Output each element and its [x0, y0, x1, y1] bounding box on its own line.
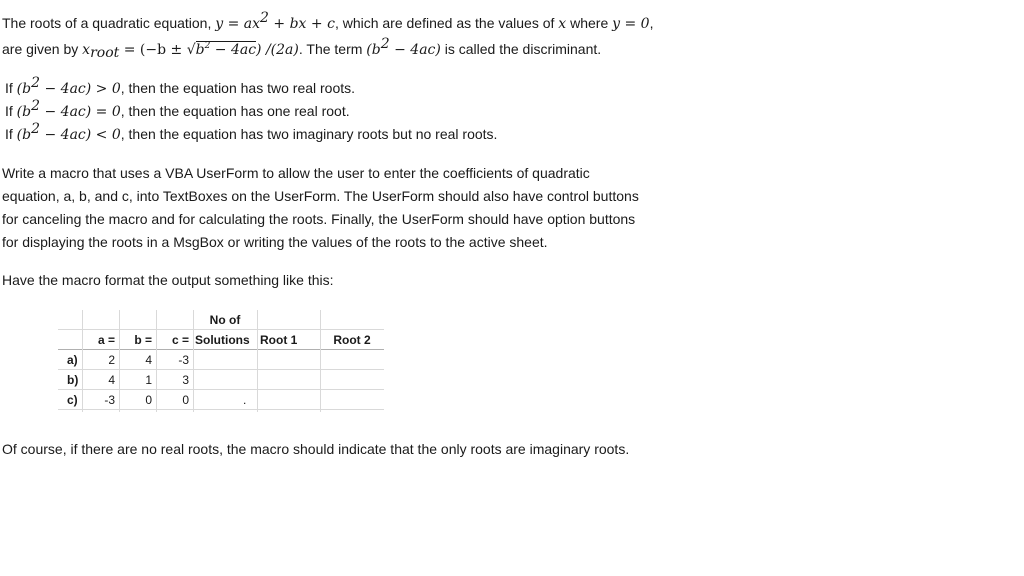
case-lead: If [5, 126, 17, 142]
math-exponent: 2 [31, 121, 41, 137]
output-format-table [58, 310, 384, 412]
grid-line [58, 329, 384, 330]
stray-mark: . [243, 393, 247, 407]
math-disc-open: (b [366, 42, 381, 58]
math-subscript-root: root [90, 45, 120, 61]
math-x: x [558, 16, 567, 32]
math-quadratic: y = ax [215, 16, 261, 32]
grid-line [58, 389, 384, 390]
format-instruction: Have the macro format the output something like this: [2, 272, 334, 288]
case-text: , then the equation has two real roots. [120, 80, 356, 96]
math-condition: − 4ac) = 0 [40, 104, 121, 120]
cell-a: 4 [108, 373, 115, 387]
paragraph-line: Write a macro that uses a VBA UserForm to allow the user to enter the coefficients of quadratic [2, 165, 590, 181]
row-label: a) [67, 353, 78, 367]
cell-c: 3 [182, 373, 189, 387]
case-line-zero [5, 98, 350, 121]
grid-line [257, 310, 258, 412]
intro-text: , which are defined as the values of [334, 15, 559, 31]
cell-b: 4 [145, 353, 152, 367]
math-exponent: 2 [260, 10, 269, 26]
math-exponent: 2 [380, 36, 390, 52]
math-formula-end: ) /(2a) [256, 42, 299, 58]
grid-line [58, 409, 384, 410]
intro-text: are given by [2, 41, 83, 57]
case-text: , then the equation has two imaginary roots but no real roots. [120, 126, 498, 142]
cell-a: 2 [108, 353, 115, 367]
intro-text: The roots of a quadratic equation, [2, 15, 216, 31]
math-sqrt-symbol: √ [186, 42, 196, 58]
grid-line [58, 349, 384, 350]
cell-c: -3 [178, 353, 189, 367]
header-a: a = [97, 333, 115, 347]
header-c: c = [171, 333, 189, 347]
math-disc-tail: − 4ac) [389, 42, 441, 58]
closing-note: Of course, if there are no real roots, the macro should indicate that the only roots are imaginary roots. [2, 441, 630, 457]
intro-text: is called the discriminant. [440, 41, 602, 57]
math-disc-open: (b [16, 127, 32, 143]
math-radicand-tail: − 4ac [210, 42, 257, 58]
math-b: b [195, 42, 205, 58]
row-label: b) [67, 373, 79, 387]
cell-a: -3 [104, 393, 115, 407]
intro-text: . The term [298, 41, 367, 57]
intro-text: , [649, 15, 654, 31]
math-condition: − 4ac) > 0 [40, 81, 121, 97]
case-text: , then the equation has one real root. [120, 103, 350, 119]
header-root-2: Root 2 [333, 333, 371, 347]
math-y-zero: y = 0 [612, 16, 650, 32]
intro-line-1 [2, 10, 654, 33]
paragraph-line: for displaying the roots in a MsgBox or writing the values of the roots to the active sheet. [2, 234, 548, 250]
case-line-positive [5, 75, 356, 98]
math-quadratic-tail: + bx + c [268, 16, 335, 32]
math-exponent: 2 [31, 98, 41, 114]
intro-line-2 [2, 36, 602, 61]
row-label: c) [67, 393, 78, 407]
math-disc-open: (b [16, 81, 32, 97]
paragraph-line: for canceling the macro and for calculating the roots. Finally, the UserForm should have option buttons [2, 211, 636, 227]
case-lead: If [5, 103, 17, 119]
cell-b: 0 [145, 393, 152, 407]
header-solutions: Solutions [195, 333, 250, 347]
math-condition: − 4ac) < 0 [40, 127, 121, 143]
math-disc-open: (b [16, 104, 32, 120]
cell-c: 0 [182, 393, 189, 407]
math-exponent: 2 [31, 75, 41, 91]
header-no-of: No of [209, 313, 241, 327]
math-radicand [196, 41, 256, 58]
math-exponent: 2 [204, 41, 211, 51]
case-lead: If [5, 80, 17, 96]
header-b: b = [134, 333, 152, 347]
intro-text: where [566, 15, 613, 31]
paragraph-line: equation, a, b, and c, into TextBoxes on the UserForm. The UserForm should also have control buttons [2, 188, 639, 204]
grid-line [320, 310, 321, 412]
grid-line [58, 369, 384, 370]
case-line-negative [5, 121, 498, 144]
cell-b: 1 [145, 373, 152, 387]
math-x-root: x [82, 42, 91, 58]
math-formula-start: = (−b ± [119, 42, 187, 58]
header-root-1: Root 1 [260, 333, 298, 347]
